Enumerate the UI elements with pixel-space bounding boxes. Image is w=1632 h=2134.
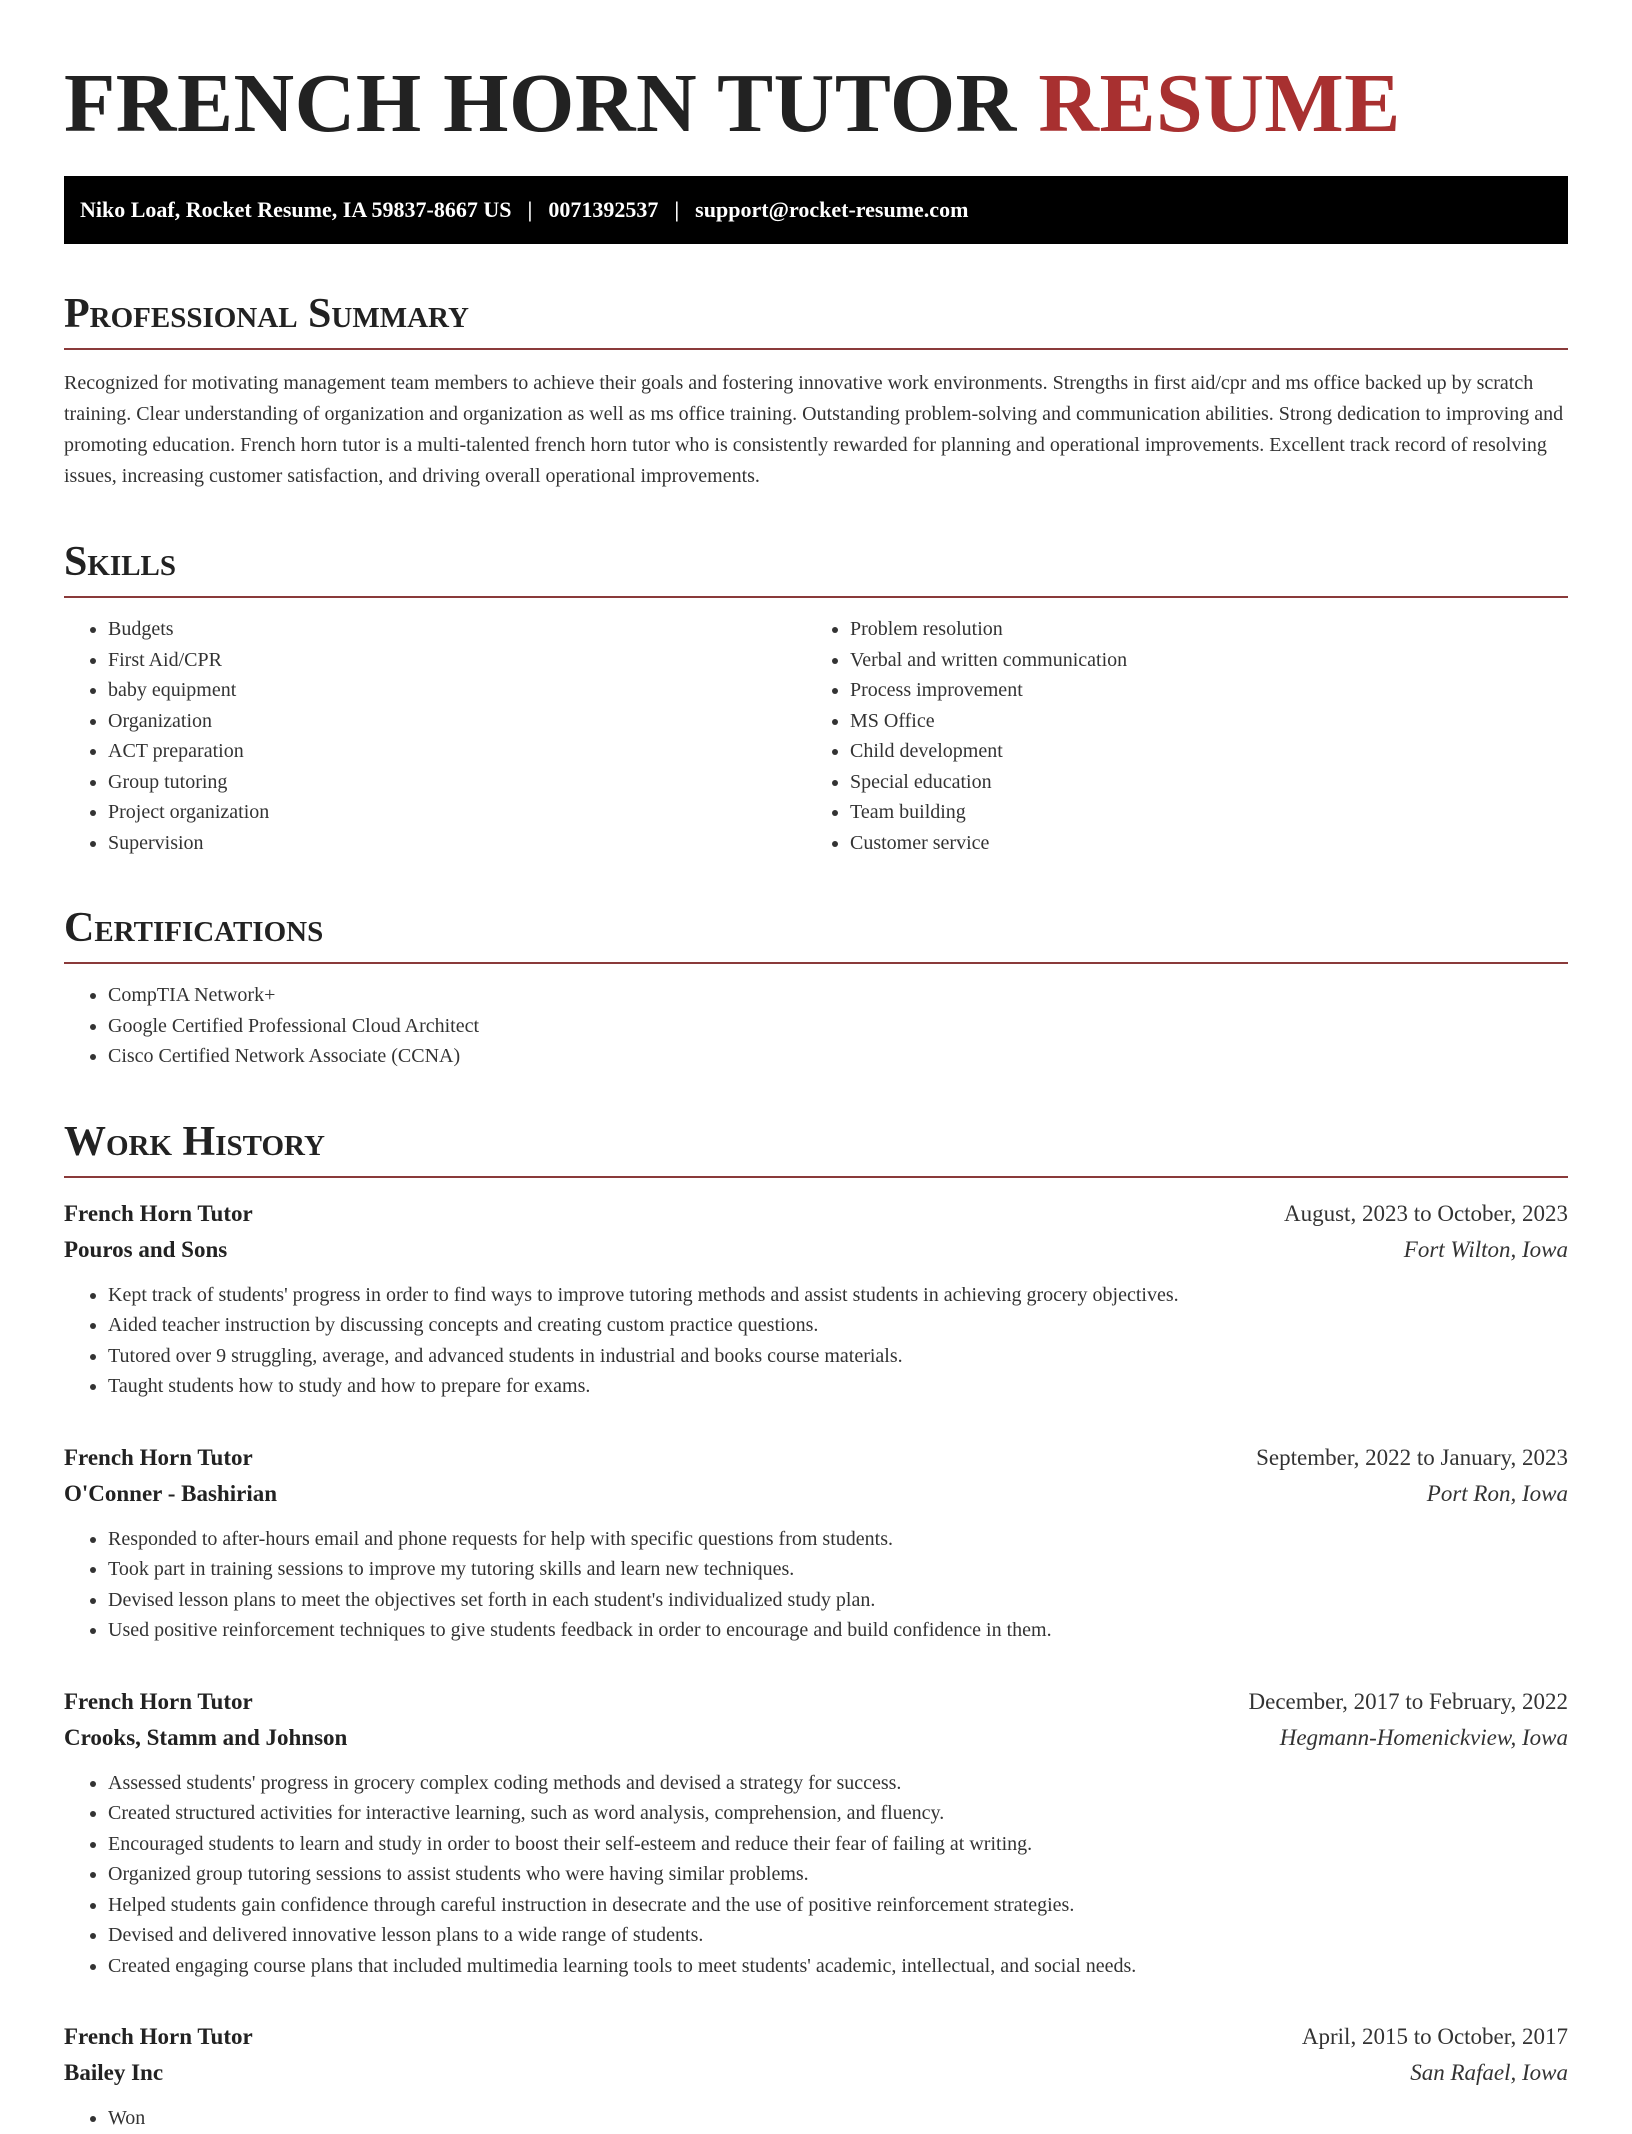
job-duty-item: • Created engaging course plans that included multimedia learning tools to meet students' academic, intellectual, and social needs. (108, 1951, 1568, 1982)
skills-heading: Skills (64, 538, 1568, 598)
job-company-row (64, 1232, 1568, 1268)
job-entry (64, 1440, 1568, 1646)
skill-item: • Process improvement (850, 675, 1568, 706)
job-duty-item: • Helped students gain confidence through careful instruction in desecrate and the use of positive reinforcement strategies. (108, 1890, 1568, 1921)
skill-item: • MS Office (850, 706, 1568, 737)
job-dates: August, 2023 to October, 2023 (1284, 1200, 1568, 1226)
contact-email: support@rocket-resume.com (695, 197, 969, 222)
job-location: Fort Wilton, Iowa (1403, 1236, 1568, 1262)
contact-address: Niko Loaf, Rocket Resume, IA 59837-8667 US (80, 197, 512, 222)
summary-heading: Professional Summary (64, 290, 1568, 350)
job-company: Bailey Inc (64, 2060, 164, 2085)
skill-item: • Verbal and written communication (850, 645, 1568, 676)
title-accent: RESUME (1038, 57, 1401, 150)
certification-item: • Cisco Certified Network Associate (CCNA) (108, 1041, 1568, 1072)
certifications-list (64, 980, 1568, 1072)
contact-bar (64, 176, 1568, 244)
job-duties-list (64, 2103, 1568, 2134)
contact-separator: | (527, 197, 533, 222)
certification-item: • CompTIA Network+ (108, 980, 1568, 1011)
job-company: Pouros and Sons (64, 1236, 228, 1262)
skill-item: • Special education (850, 767, 1568, 798)
skill-item: • Organization (108, 706, 816, 737)
resume-title (64, 0, 1568, 152)
job-duty-item: • Used positive reinforcement techniques to give students feedback in order to encourage and build confidence in them. (108, 1615, 1568, 1646)
skill-item: • Budgets (108, 614, 816, 645)
skill-item: • Group tutoring (108, 767, 816, 798)
job-location: Hegmann-Homenickview, Iowa (1279, 1724, 1568, 1750)
summary-text: Recognized for motivating management team members to achieve their goals and fostering innovative work environments. Strengths in first aid/cpr and ms office backed up by scratch training. Clear understanding of organization and organization as well as ms office training. Outstanding problem-solving and communication abilities. Strong dedication to improving and promoting education. French horn tutor is a multi-talented french horn tutor who is consistently rewarded for planning and operational improvements. Excellent track record of resolving issues, increasing customer satisfaction, and driving overall operational improvements. (64, 372, 1564, 487)
job-duty-item: • Kept track of students' progress in order to find ways to improve tutoring methods and assist students in achieving grocery objectives. (108, 1280, 1568, 1311)
contact-phone: 0071392537 (548, 197, 659, 222)
skills-list-left (64, 614, 816, 858)
job-duties-list (64, 1524, 1568, 1646)
job-location: Port Ron, Iowa (1426, 1480, 1568, 1506)
job-entry (64, 1196, 1568, 1402)
job-header-row (64, 1684, 1568, 1720)
contact-separator: | (674, 197, 680, 222)
job-company-row (64, 1476, 1568, 1512)
skill-item: • Supervision (108, 828, 816, 859)
job-duty-item: • Won (108, 2103, 1568, 2134)
job-company: Crooks, Stamm and Johnson (64, 1724, 348, 1750)
job-company-row (64, 2055, 1568, 2091)
job-duties-list (64, 1768, 1568, 1982)
job-header-row (64, 1440, 1568, 1476)
job-duties-list (64, 1280, 1568, 1402)
job-header-row (64, 1196, 1568, 1232)
title-main: FRENCH HORN TUTOR (64, 57, 1017, 150)
job-dates: April, 2015 to October, 2017 (1301, 2024, 1568, 2049)
certification-item: • Google Certified Professional Cloud Architect (108, 1011, 1568, 1042)
job-duty-item: • Assessed students' progress in grocery complex coding methods and devised a strategy for success. (108, 1768, 1568, 1799)
job-company: O'Conner - Bashirian (64, 1480, 277, 1506)
job-duty-item: • Took part in training sessions to improve my tutoring skills and learn new techniques. (108, 1554, 1568, 1585)
skill-item: • Customer service (850, 828, 1568, 859)
job-entry (64, 2019, 1568, 2134)
skill-item: • ACT preparation (108, 736, 816, 767)
job-dates: September, 2022 to January, 2023 (1256, 1444, 1568, 1470)
job-entry (64, 1684, 1568, 1982)
job-duty-item: • Responded to after-hours email and phone requests for help with specific questions from students. (108, 1524, 1568, 1555)
job-duty-item: • Aided teacher instruction by discussing concepts and creating custom practice questions. (108, 1310, 1568, 1341)
skill-item: • Team building (850, 797, 1568, 828)
work-history-heading: Work History (64, 1118, 1568, 1178)
job-duty-item: • Encouraged students to learn and study in order to boost their self-esteem and reduce their fear of failing at writing. (108, 1829, 1568, 1860)
skill-item: • Project organization (108, 797, 816, 828)
job-duty-item: • Tutored over 9 struggling, average, and advanced students in industrial and books course materials. (108, 1341, 1568, 1372)
job-title: French Horn Tutor (64, 1444, 253, 1470)
job-company-row (64, 1720, 1568, 1756)
job-title: French Horn Tutor (64, 1200, 253, 1226)
job-title: French Horn Tutor (64, 1688, 253, 1714)
job-title: French Horn Tutor (64, 2024, 253, 2049)
job-header-row (64, 2019, 1568, 2055)
certifications-heading: Certifications (64, 904, 1568, 964)
skill-item: • Problem resolution (850, 614, 1568, 645)
skills-list-right (816, 614, 1568, 858)
job-duty-item: • Organized group tutoring sessions to assist students who were having similar problems. (108, 1859, 1568, 1890)
job-duty-item: • Devised lesson plans to meet the objectives set forth in each student's individualized study plan. (108, 1585, 1568, 1616)
job-location: San Rafael, Iowa (1410, 2060, 1568, 2085)
skill-item: • First Aid/CPR (108, 645, 816, 676)
skill-item: • baby equipment (108, 675, 816, 706)
work-history-list (64, 1196, 1568, 2134)
job-duty-item: • Devised and delivered innovative lesson plans to a wide range of students. (108, 1920, 1568, 1951)
job-duty-item: • Created structured activities for interactive learning, such as word analysis, comprehension, and fluency. (108, 1798, 1568, 1829)
skill-item: • Child development (850, 736, 1568, 767)
skills-grid (64, 598, 1568, 858)
job-dates: December, 2017 to February, 2022 (1248, 1688, 1568, 1714)
job-duty-item: • Taught students how to study and how to prepare for exams. (108, 1371, 1568, 1402)
